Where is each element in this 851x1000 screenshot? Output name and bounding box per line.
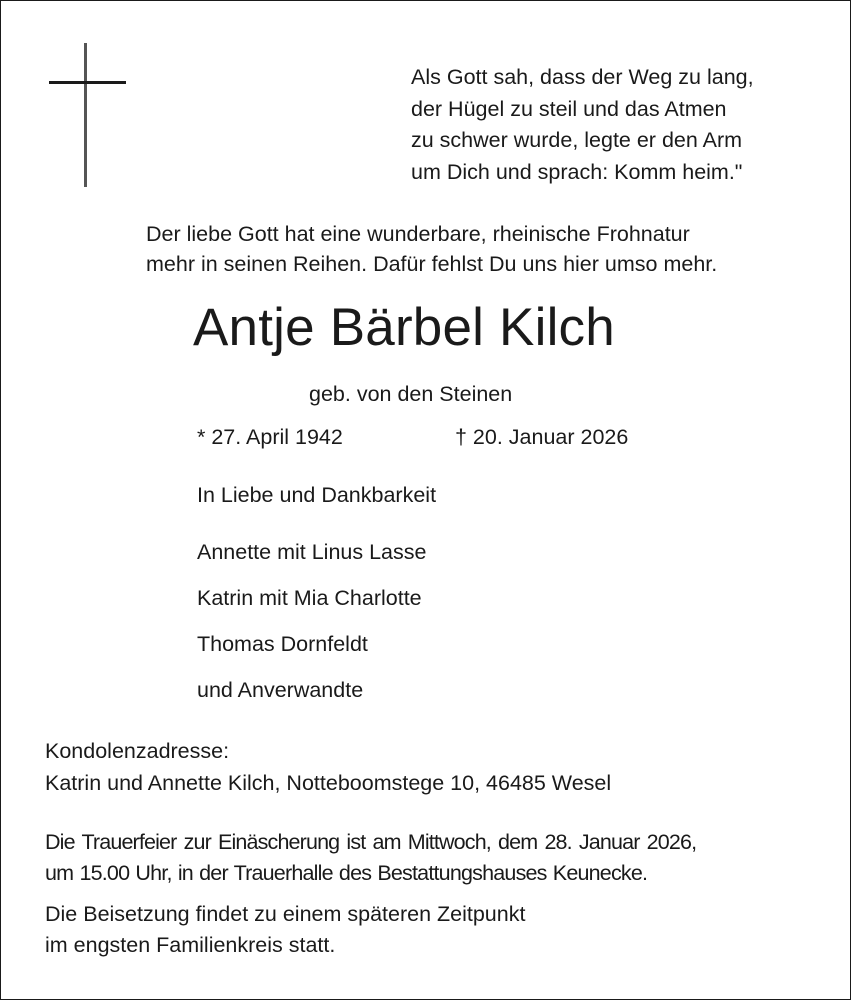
intro-line: Der liebe Gott hat eine wunderbare, rheinische Frohnatur xyxy=(146,222,690,246)
mourners-list xyxy=(197,537,426,721)
farewell-line: In Liebe und Dankbarkeit xyxy=(197,483,437,507)
burial-line: im engsten Familienkreis statt. xyxy=(45,933,336,957)
condolence-label: Kondolenzadresse: xyxy=(45,739,230,763)
birth-date: * 27. April 1942 xyxy=(197,425,343,449)
maiden-name: geb. von den Steinen xyxy=(309,382,513,406)
mourner: und Anverwandte xyxy=(197,678,364,702)
condolence-address: Katrin und Annette Kilch, Notteboomstege 10, 46485 Wesel xyxy=(45,771,612,795)
poem xyxy=(411,62,754,188)
burial-line: Die Beisetzung findet zu einem späteren Zeitpunkt xyxy=(45,902,526,926)
ceremony-line: um 15.00 Uhr, in der Trauerhalle des Bestattungshauses Keunecke. xyxy=(45,861,648,885)
burial-info xyxy=(45,899,525,961)
poem-line: Als Gott sah, dass der Weg zu lang, xyxy=(411,65,754,89)
mourner: Thomas Dornfeldt xyxy=(197,632,368,656)
death-date: † 20. Januar 2026 xyxy=(455,425,629,449)
mourner: Annette mit Linus Lasse xyxy=(197,540,427,564)
ceremony-line: Die Trauerfeier zur Einäscherung ist am Mittwoch, dem 28. Januar 2026, xyxy=(45,830,697,854)
cross-icon xyxy=(84,43,87,187)
intro-line: mehr in seinen Reihen. Dafür fehlst Du uns hier umso mehr. xyxy=(146,252,718,276)
cross-icon-bar xyxy=(49,81,126,84)
poem-line: der Hügel zu steil und das Atmen xyxy=(411,96,727,121)
intro-text xyxy=(146,219,717,279)
deceased-name: Antje Bärbel Kilch xyxy=(193,298,615,357)
poem-line: um Dich und sprach: Komm heim." xyxy=(411,159,743,184)
ceremony-info xyxy=(45,827,696,889)
poem-line: zu schwer wurde, legte er den Arm xyxy=(411,128,743,152)
mourner: Katrin mit Mia Charlotte xyxy=(197,586,422,610)
